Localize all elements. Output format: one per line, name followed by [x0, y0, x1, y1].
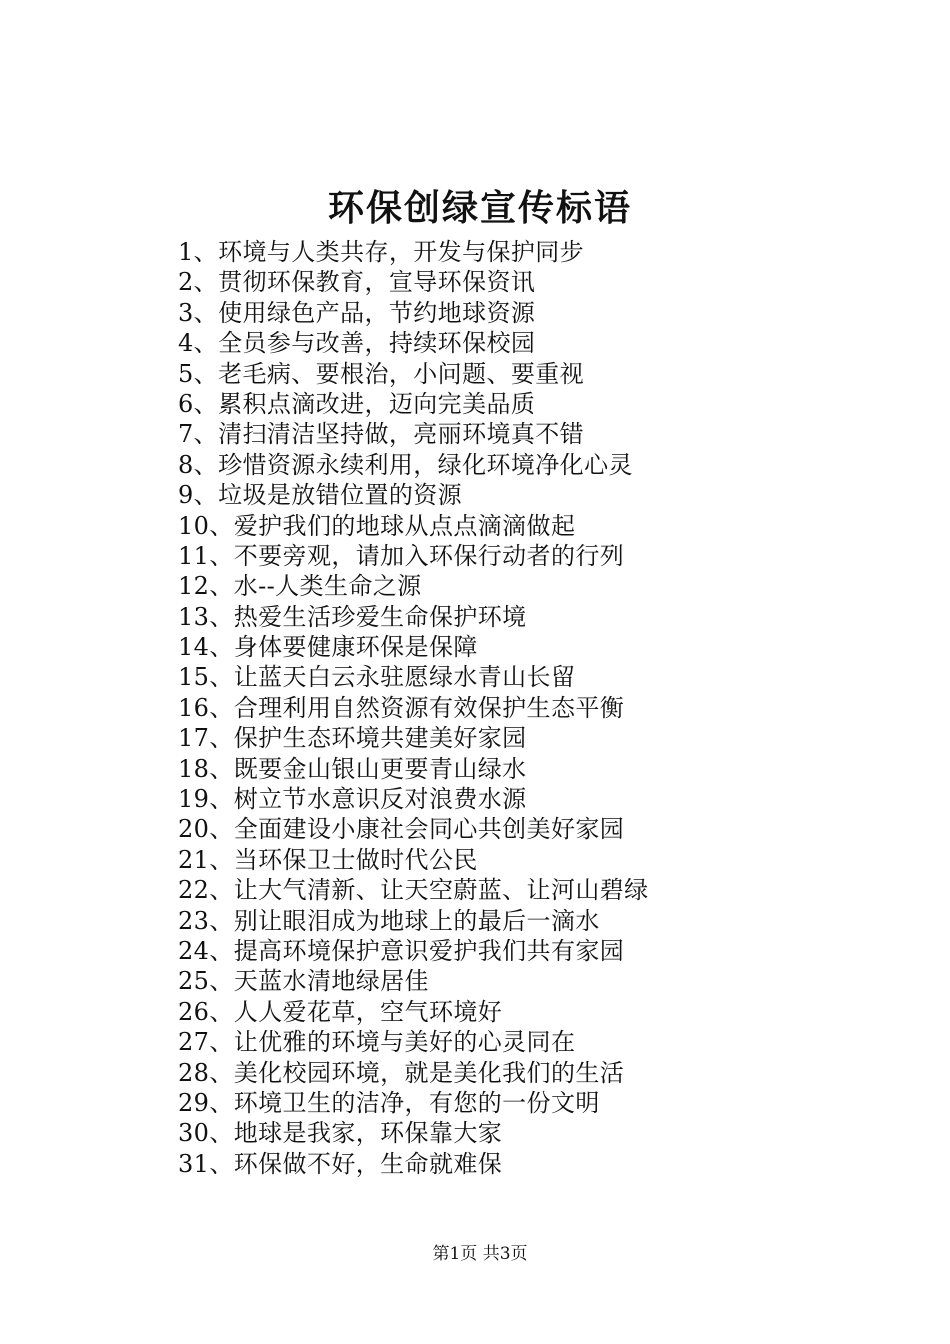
list-item: 27、让优雅的环境与美好的心灵同在: [178, 1028, 576, 1057]
list-item: 20、全面建设小康社会同心共创美好家园: [178, 815, 625, 844]
list-item: 23、别让眼泪成为地球上的最后一滴水: [178, 906, 600, 935]
list-item: 21、当环保卫士做时代公民: [178, 845, 478, 874]
slogan-list: [178, 237, 649, 1179]
list-item: 26、人人爱花草，空气环境好: [178, 997, 503, 1026]
list-item: 28、美化校园环境，就是美化我们的生活: [178, 1058, 625, 1087]
list-item: 6、累积点滴改进，迈向完美品质: [178, 389, 536, 418]
list-item: 8、珍惜资源永续利用，绿化环境净化心灵: [178, 450, 633, 479]
list-item: 31、环保做不好，生命就难保: [178, 1149, 503, 1178]
list-item: 22、让大气清新、让天空蔚蓝、让河山碧绿: [178, 876, 649, 905]
list-item: 15、让蓝天白云永驻愿绿水青山长留: [178, 663, 576, 692]
list-item: 16、合理利用自然资源有效保护生态平衡: [178, 693, 625, 722]
list-item: 13、热爱生活珍爱生命保护环境: [178, 602, 527, 631]
list-item: 9、垃圾是放错位置的资源: [178, 481, 463, 510]
page-footer: 第1页 共3页: [432, 1244, 528, 1264]
list-item: 7、清扫清洁坚持做，亮丽环境真不错: [178, 420, 585, 449]
list-item: 17、保护生态环境共建美好家园: [178, 724, 527, 753]
list-item: 11、不要旁观，请加入环保行动者的行列: [178, 541, 625, 570]
list-item: 1、环境与人类共存，开发与保护同步: [178, 238, 585, 266]
list-item: 18、既要金山银山更要青山绿水: [178, 754, 527, 783]
list-item: 19、树立节水意识反对浪费水源: [178, 785, 527, 814]
list-item: 4、全员参与改善，持续环保校园: [178, 329, 536, 358]
list-item: 29、环境卫生的洁净，有您的一份文明: [178, 1088, 600, 1117]
list-item: 24、提高环境保护意识爱护我们共有家园: [178, 936, 625, 965]
document-title: 环保创绿宣传标语: [327, 187, 632, 229]
list-item: 25、天蓝水清地绿居佳: [178, 967, 429, 996]
list-item: 14、身体要健康环保是保障: [178, 633, 478, 662]
list-item: 12、水--人类生命之源: [178, 572, 422, 601]
list-item: 30、地球是我家，环保靠大家: [178, 1119, 503, 1148]
list-item: 5、老毛病、要根治，小问题、要重视: [178, 359, 585, 388]
list-item: 10、爱护我们的地球从点点滴滴做起: [178, 511, 576, 540]
list-item: 3、使用绿色产品，节约地球资源: [178, 298, 536, 327]
list-item: 2、贯彻环保教育，宣导环保资讯: [178, 268, 536, 297]
